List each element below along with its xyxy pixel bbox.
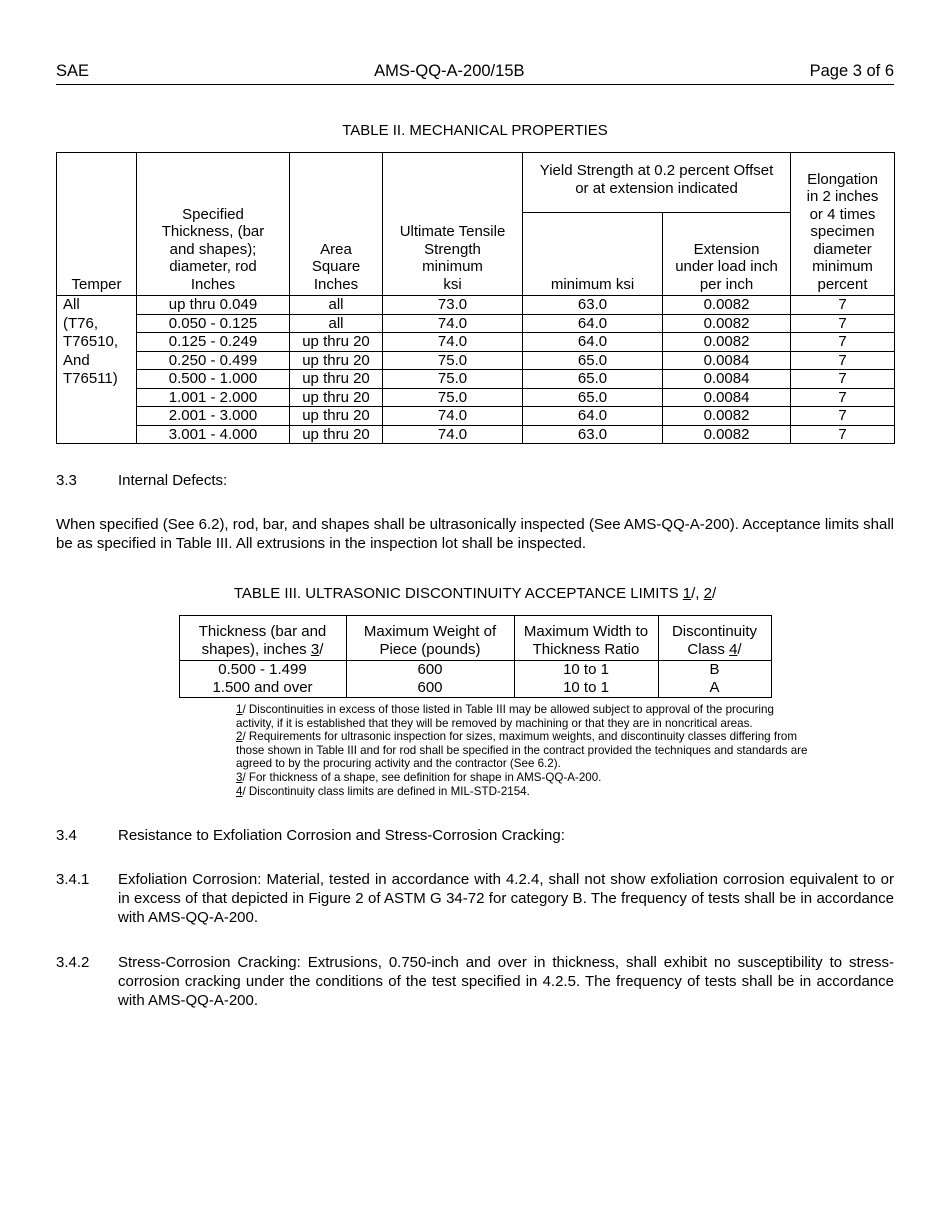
cell-area: up thru 20 — [290, 425, 383, 444]
cell-uts: 74.0 — [383, 333, 523, 352]
table3-caption — [56, 585, 894, 603]
footnote-4-mark: 4 — [236, 784, 243, 798]
cell-extension: 0.0082 — [663, 425, 791, 444]
table2-temper-line: And — [57, 351, 137, 370]
footnote-3-text: / For thickness of a shape, see definition for shape in AMS-QQ-A-200. — [242, 770, 602, 784]
table2-temper-line: T76511) — [57, 370, 137, 389]
cell-extension: 0.0084 — [663, 370, 791, 389]
table3-caption-footnote-2: 2 — [703, 585, 712, 602]
cell-yield: 63.0 — [523, 425, 663, 444]
section-3-4-1-text: Exfoliation Corrosion: Material, tested in accordance with 4.2.4, shall not show exfoliation corrosion equivalent to or in excess of that depicted in Figure 2 of ASTM G 34-72 for category B. The frequency of tests shall be in accordance with AMS-QQ-A-200. — [118, 871, 894, 927]
cell-uts: 75.0 — [383, 370, 523, 389]
cell-thickness: up thru 0.049 — [137, 296, 290, 315]
section-3-4-number: 3.4 — [56, 827, 77, 845]
cell-max-weight: 600 — [346, 661, 514, 680]
cell-yield: 65.0 — [523, 351, 663, 370]
cell-yield: 64.0 — [523, 314, 663, 333]
cell-width-ratio: 10 to 1 — [514, 661, 658, 680]
cell-thickness: 0.050 - 0.125 — [137, 314, 290, 333]
table2-temper-line — [57, 407, 137, 426]
section-3-3-title: Internal Defects: — [118, 472, 228, 489]
table-row — [57, 370, 895, 389]
table3-header-class-text: Class — [687, 640, 730, 658]
cell-thickness-range: 1.500 and over — [179, 679, 346, 698]
cell-uts: 74.0 — [383, 407, 523, 426]
table-row — [57, 314, 895, 333]
table2-header-ultimate-tensile: Ultimate Tensile Strength minimum ksi — [383, 153, 523, 296]
table-row — [57, 407, 895, 426]
table2-header-temper: Temper — [57, 153, 137, 296]
table-ultrasonic-discontinuity-limits — [179, 615, 772, 698]
table-row — [179, 661, 771, 680]
footnote-1-text: / Discontinuities in excess of those listed in Table III may be allowed subject to approval of the procuring activity, if it is established that they will be removed by machining or that they are in noncritical areas. — [236, 703, 774, 730]
cell-width-ratio: 10 to 1 — [514, 679, 658, 698]
cell-elongation: 7 — [791, 333, 895, 352]
section-3-4-2-text: Stress-Corrosion Cracking: Extrusions, 0.750-inch and over in thickness, shall exhibit no susceptibility to stress-corrosion cracking under the conditions of the test specified in 4.2.5. The frequency of tests shall be in accordance with AMS-QQ-A-200. — [118, 954, 894, 1010]
table3-header-thickness-text: shapes), inches — [201, 640, 311, 658]
cell-uts: 74.0 — [383, 314, 523, 333]
cell-extension: 0.0082 — [663, 407, 791, 426]
section-3-4-1-number: 3.4.1 — [56, 871, 90, 889]
section-3-4-heading — [56, 826, 894, 845]
page-running-header — [56, 0, 894, 81]
table3-caption-footnote-1: 1 — [682, 585, 692, 602]
cell-area: up thru 20 — [290, 370, 383, 389]
cell-thickness: 0.125 - 0.249 — [137, 333, 290, 352]
cell-uts: 75.0 — [383, 388, 523, 407]
table3-header-width-thickness-ratio: Maximum Width to Thickness Ratio — [514, 616, 658, 661]
section-3-3-heading — [56, 471, 894, 490]
footnote-1-mark: 1 — [236, 703, 243, 716]
table2-temper-line — [57, 388, 137, 407]
table2-temper-line: All — [57, 296, 137, 315]
table-row — [57, 296, 895, 315]
cell-thickness: 0.500 - 1.000 — [137, 370, 290, 389]
table3-header-class-slash: / — [737, 640, 742, 658]
cell-thickness-range: 0.500 - 1.499 — [179, 661, 346, 680]
table2-header-area: Area Square Inches — [290, 153, 383, 296]
header-organization: SAE — [56, 62, 90, 80]
table2-header-elongation: Elongation in 2 inches or 4 times specimen diameter minimum percent — [791, 153, 895, 296]
cell-extension: 0.0082 — [663, 296, 791, 315]
table3-header-thickness: Thickness (bar and shapes), inches 3/ — [179, 616, 346, 661]
cell-yield: 63.0 — [523, 296, 663, 315]
cell-elongation: 7 — [791, 314, 895, 333]
cell-extension: 0.0084 — [663, 388, 791, 407]
header-page-number: Page 3 of 6 — [809, 62, 894, 80]
header-document-id: AMS-QQ-A-200/15B — [374, 62, 525, 80]
cell-elongation: 7 — [791, 388, 895, 407]
footnote-2-mark: 2 — [236, 730, 243, 744]
cell-elongation: 7 — [791, 370, 895, 389]
table2-temper-line: (T76, — [57, 314, 137, 333]
cell-area: up thru 20 — [290, 407, 383, 426]
cell-elongation: 7 — [791, 425, 895, 444]
cell-thickness: 2.001 - 3.000 — [137, 407, 290, 426]
cell-uts: 75.0 — [383, 351, 523, 370]
cell-thickness: 0.250 - 0.499 — [137, 351, 290, 370]
table-row — [57, 333, 895, 352]
table-mechanical-properties — [56, 152, 895, 444]
cell-extension: 0.0082 — [663, 314, 791, 333]
cell-area: up thru 20 — [290, 333, 383, 352]
table3-header-footnote-3: 3 — [310, 640, 320, 658]
section-3-4-2-number: 3.4.2 — [56, 954, 90, 972]
table3-header-thickness-slash: / — [319, 640, 324, 658]
footnote-2-text: / Requirements for ultrasonic inspection for sizes, maximum weights, and discontinuity classes differing from those shown in Table III and for rod shall be specified in the contract provided the techniques and standards are agreed to by the procuring activity and the contractor (See 6.2). — [236, 730, 808, 771]
table3-header-footnote-4: 4 — [729, 640, 738, 658]
cell-discontinuity-class: B — [658, 661, 771, 680]
footnote-3 — [236, 771, 814, 785]
table-row — [57, 388, 895, 407]
table-row — [57, 351, 895, 370]
table2-header-extension: Extension under load inch per inch — [663, 213, 791, 296]
section-3-4-1 — [56, 870, 894, 927]
table3-caption-slash: / — [712, 585, 717, 602]
table2-caption: TABLE II. MECHANICAL PROPERTIES — [342, 122, 608, 139]
cell-yield: 65.0 — [523, 370, 663, 389]
cell-yield: 64.0 — [523, 407, 663, 426]
cell-uts: 74.0 — [383, 425, 523, 444]
cell-area: up thru 20 — [290, 351, 383, 370]
cell-max-weight: 600 — [346, 679, 514, 698]
footnote-3-mark: 3 — [236, 770, 243, 784]
table2-temper-line — [57, 425, 137, 444]
table2-header-yield-minimum-ksi: minimum ksi — [523, 213, 663, 296]
footnote-4-text: / Discontinuity class limits are defined in MIL-STD-2154. — [242, 784, 530, 798]
cell-discontinuity-class: A — [658, 679, 771, 698]
cell-extension: 0.0084 — [663, 351, 791, 370]
cell-elongation: 7 — [791, 351, 895, 370]
cell-extension: 0.0082 — [663, 333, 791, 352]
table2-temper-line: T76510, — [57, 333, 137, 352]
section-3-4-2 — [56, 953, 894, 1010]
cell-elongation: 7 — [791, 296, 895, 315]
cell-yield: 65.0 — [523, 388, 663, 407]
table3-caption-text: TABLE III. ULTRASONIC DISCONTINUITY ACCEPTANCE LIMITS — [233, 585, 683, 602]
table3-header-discontinuity-class: Discontinuity Class 4/ — [658, 616, 771, 661]
cell-area: all — [290, 296, 383, 315]
table2-header-yield-strength-group: Yield Strength at 0.2 percent Offset or at extension indicated — [523, 153, 791, 213]
footnote-2 — [236, 730, 814, 771]
section-3-3-paragraph: When specified (See 6.2), rod, bar, and shapes shall be ultrasonically inspected (See AMS-QQ-A-200). Acceptance limits shall be as specified in Table III. All extrusions in the inspection lot shall be inspected. — [56, 516, 894, 552]
cell-area: all — [290, 314, 383, 333]
footnote-4 — [236, 785, 814, 799]
section-3-4-title: Resistance to Exfoliation Corrosion and Stress-Corrosion Cracking: — [118, 827, 565, 845]
cell-thickness: 3.001 - 4.000 — [137, 425, 290, 444]
cell-yield: 64.0 — [523, 333, 663, 352]
table3-header-row — [179, 616, 771, 661]
cell-uts: 73.0 — [383, 296, 523, 315]
table2-header-row-1 — [57, 153, 895, 213]
cell-area: up thru 20 — [290, 388, 383, 407]
table3-header-max-weight: Maximum Weight of Piece (pounds) — [346, 616, 514, 661]
table3-footnotes — [236, 703, 814, 798]
footnote-1 — [236, 703, 814, 730]
table-row — [57, 425, 895, 444]
cell-elongation: 7 — [791, 407, 895, 426]
table2-header-thickness: Specified Thickness, (bar and shapes); diameter, rod Inches — [137, 153, 290, 296]
table3-caption-sep: /, — [691, 585, 704, 602]
header-rule — [56, 84, 894, 85]
section-3-3-number: 3.3 — [56, 472, 77, 489]
table-row — [179, 679, 771, 698]
cell-thickness: 1.001 - 2.000 — [137, 388, 290, 407]
